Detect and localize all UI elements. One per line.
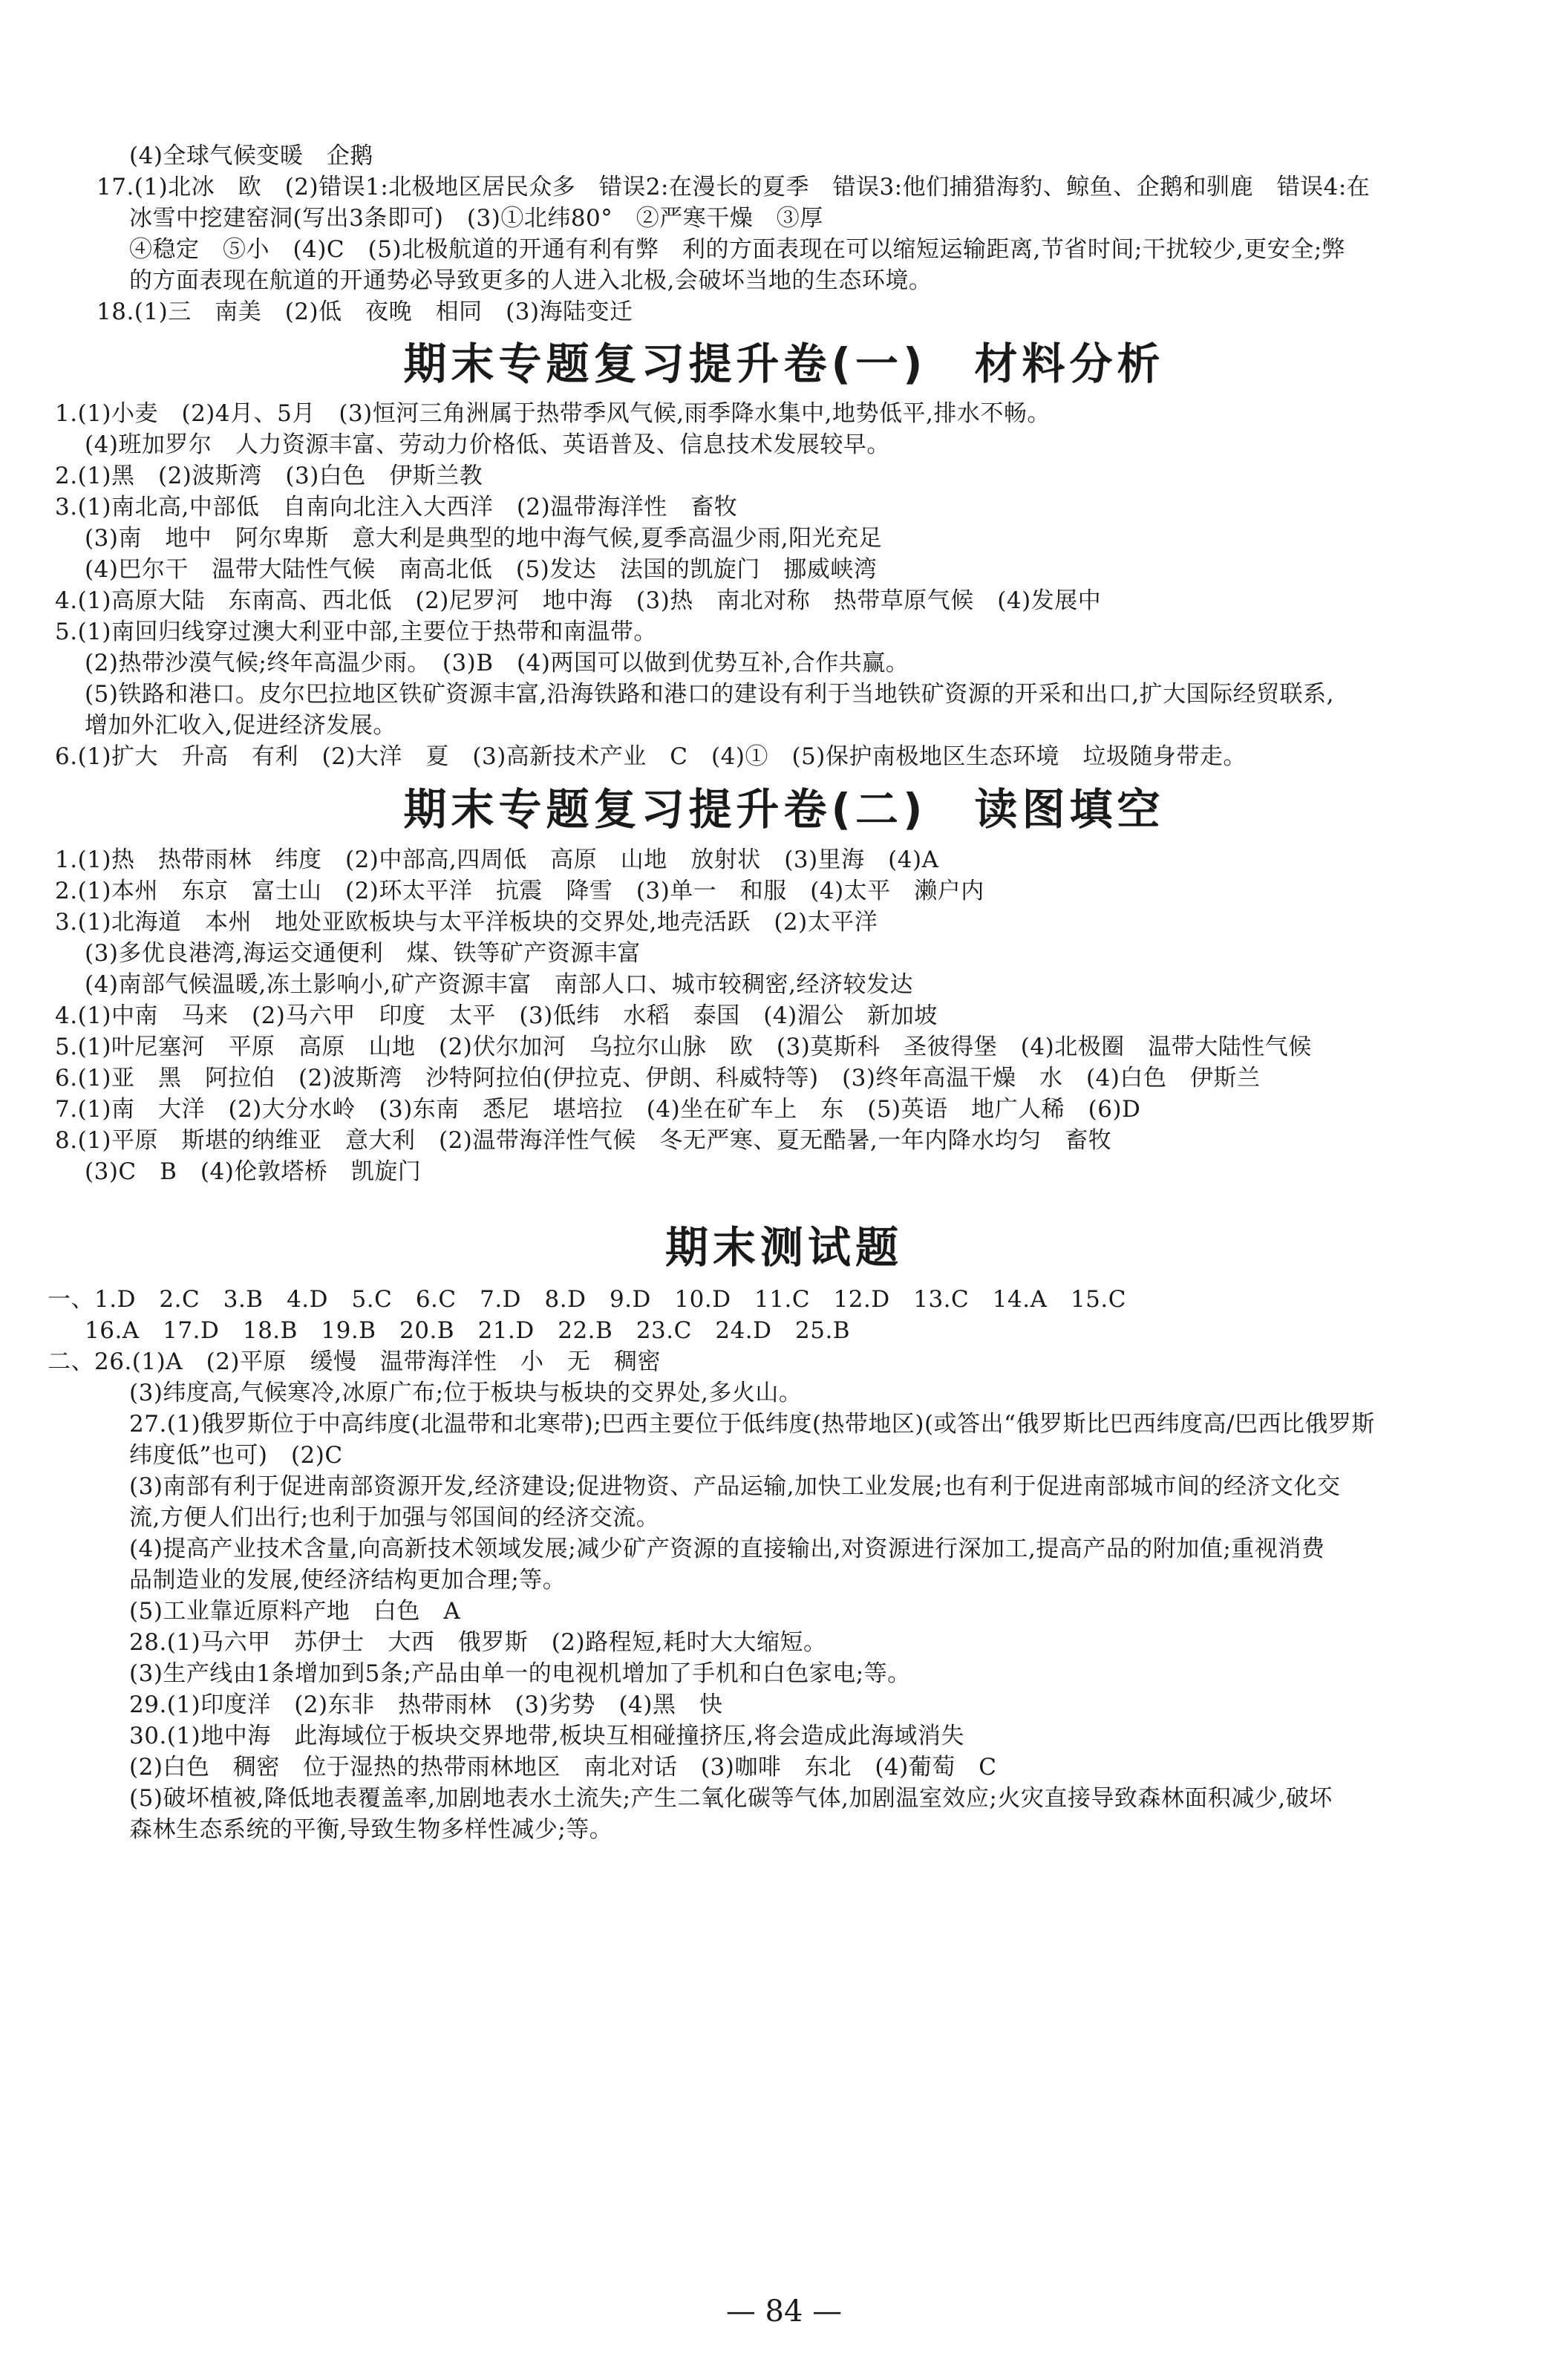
answer-line: 1.(1)热 热带雨林 纬度 (2)中部高,四周低 高原 山地 放射状 (3)里海 (4)A [55,846,939,873]
answer-line: 5.(1)南回归线穿过澳大利亚中部,主要位于热带和南温带。 [55,619,657,645]
answer-line: (4)提高产业技术含量,向高新技术领域发展;减少矿产资源的直接输出,对资源进行深加工,提高产品的附加值;重视消费 [129,1536,1325,1562]
answer-line: (4)巴尔干 温带大陆性气候 南高北低 (5)发达 法国的凯旋门 挪威峡湾 [85,556,878,583]
answer-line: 冰雪中挖建窑洞(写出3条即可) (3)①北纬80° ②严寒干燥 ③厚 [129,205,823,232]
answer-line: 17.(1)北冰 欧 (2)错误1:北极地区居民众多 错误2:在漫长的夏季 错误3:他们捕猎海豹、鲸鱼、企鹅和驯鹿 错误4:在 [97,174,1371,200]
answer-line: (4)班加罗尔 人力资源丰富、劳动力价格低、英语普及、信息技术发展较早。 [85,431,890,458]
page-number: — 84 — [725,2294,843,2329]
answer-line: 二、26.(1)A (2)平原 缓慢 温带海洋性 小 无 稠密 [48,1348,662,1375]
answer-line: 6.(1)亚 黑 阿拉伯 (2)波斯湾 沙特阿拉伯(伊拉克、伊朗、科威特等) (3)终年高温干燥 水 (4)白色 伊斯兰 [55,1065,1261,1092]
answer-line: (5)铁路和港口。皮尔巴拉地区铁矿资源丰富,沿海铁路和港口的建设有利于当地铁矿资源的开采和出口,扩大国际经贸联系, [85,681,1334,708]
section-heading: 期末专题复习提升卷(一) 材料分析 [403,339,1165,389]
answer-line: 27.(1)俄罗斯位于中高纬度(北温带和北寒带);巴西主要位于低纬度(热带地区)(或答出“俄罗斯比巴西纬度高/巴西比俄罗斯 [129,1411,1375,1438]
section-heading: 期末专题复习提升卷(二) 读图填空 [403,784,1165,835]
answer-line: (3)多优良港湾,海运交通便利 煤、铁等矿产资源丰富 [85,940,641,967]
answer-line: ④稳定 ⑤小 (4)C (5)北极航道的开通有利有弊 利的方面表现在可以缩短运输距离,节省时间;干扰较少,更安全;弊 [129,236,1346,263]
answer-line: 品制造业的发展,使经济结构更加合理;等。 [129,1567,566,1593]
answer-line: 森林生态系统的平衡,导致生物多样性减少;等。 [129,1816,613,1843]
answer-line: 28.(1)马六甲 苏伊士 大西 俄罗斯 (2)路程短,耗时大大缩短。 [129,1629,827,1656]
answer-line: 6.(1)扩大 升高 有利 (2)大洋 夏 (3)高新技术产业 C (4)① (5)保护南极地区生态环境 垃圾随身带走。 [55,743,1247,770]
answer-line: (3)生产线由1条增加到5条;产品由单一的电视机增加了手机和白色家电;等。 [129,1660,911,1687]
answer-line: 1.(1)小麦 (2)4月、5月 (3)恒河三角洲属于热带季风气候,雨季降水集中,地势低平,排水不畅。 [55,400,1051,427]
answer-line: (2)白色 稠密 位于湿热的热带雨林地区 南北对话 (3)咖啡 东北 (4)葡萄 C [129,1754,997,1781]
answer-line: 4.(1)中南 马来 (2)马六甲 印度 太平 (3)低纬 水稻 泰国 (4)湄公 新加坡 [55,1002,938,1029]
answer-line: 纬度低”也可) (2)C [129,1442,343,1469]
answer-line: 2.(1)本州 东京 富士山 (2)环太平洋 抗震 降雪 (3)单一 和服 (4)太平 濑户内 [55,878,984,904]
section-heading: 期末测试题 [664,1222,903,1273]
answer-line: 3.(1)北海道 本州 地处亚欧板块与太平洋板块的交界处,地壳活跃 (2)太平洋 [55,909,878,936]
answer-line: 18.(1)三 南美 (2)低 夜晚 相同 (3)海陆变迁 [97,298,633,325]
answer-line: 增加外汇收入,促进经济发展。 [85,712,396,739]
answer-line: 7.(1)南 大洋 (2)大分水岭 (3)东南 悉尼 堪培拉 (4)坐在矿车上 东 (5)英语 地广人稀 (6)D [55,1096,1141,1123]
answer-line: 2.(1)黑 (2)波斯湾 (3)白色 伊斯兰教 [55,463,483,489]
answer-line: (5)破坏植被,降低地表覆盖率,加剧地表水土流失;产生二氧化碳等气体,加剧温室效应;火灾直接导致森林面积减少,破坏 [129,1785,1333,1812]
answer-line: 3.(1)南北高,中部低 自南向北注入大西洋 (2)温带海洋性 畜牧 [55,494,738,521]
answer-line: 8.(1)平原 斯堪的纳维亚 意大利 (2)温带海洋性气候 冬无严寒、夏无酷暑,一年内降水均匀 畜牧 [55,1127,1112,1154]
answer-line: 流,方便人们出行;也利于加强与邻国间的经济交流。 [129,1504,660,1531]
answer-line: (3)C B (4)伦敦塔桥 凯旋门 [85,1158,422,1185]
answer-line: 4.(1)高原大陆 东南高、西北低 (2)尼罗河 地中海 (3)热 南北对称 热带草原气候 (4)发展中 [55,587,1102,614]
answer-line: (5)工业靠近原料产地 白色 A [129,1598,461,1625]
answer-line: (3)南 地中 阿尔卑斯 意大利是典型的地中海气候,夏季高温少雨,阳光充足 [85,525,883,552]
answer-line: (3)南部有利于促进南部资源开发,经济建设;促进物资、产品运输,加快工业发展;也有利于促进南部城市间的经济文化交 [129,1473,1341,1500]
answer-line: 5.(1)叶尼塞河 平原 高原 山地 (2)伏尔加河 乌拉尔山脉 欧 (3)莫斯科 圣彼得堡 (4)北极圈 温带大陆性气候 [55,1034,1312,1060]
answer-line: (2)热带沙漠气候;终年高温少雨。 (3)B (4)两国可以做到优势互补,合作共赢。 [85,650,909,676]
answer-line: 一、1.D 2.C 3.B 4.D 5.C 6.C 7.D 8.D 9.D 10.D 11.C 12.D 13.C 14.A 15.C [48,1286,1126,1313]
answer-line: 的方面表现在航道的开通势必导致更多的人进入北极,会破坏当地的生态环境。 [129,267,932,294]
answer-line: 29.(1)印度洋 (2)东非 热带雨林 (3)劣势 (4)黑 快 [129,1691,723,1718]
answer-line: (4)南部气候温暖,冻土影响小,矿产资源丰富 南部人口、城市较稠密,经济较发达 [85,971,913,998]
answer-line: (4)全球气候变暖 企鹅 [129,143,373,169]
answer-line: 30.(1)地中海 此海域位于板块交界地带,板块互相碰撞挤压,将会造成此海域消失 [129,1723,964,1749]
answer-line: 16.A 17.D 18.B 19.B 20.B 21.D 22.B 23.C 24.D 25.B [85,1317,851,1344]
answer-line: (3)纬度高,气候寒冷,冰原广布;位于板块与板块的交界处,多火山。 [129,1380,803,1406]
